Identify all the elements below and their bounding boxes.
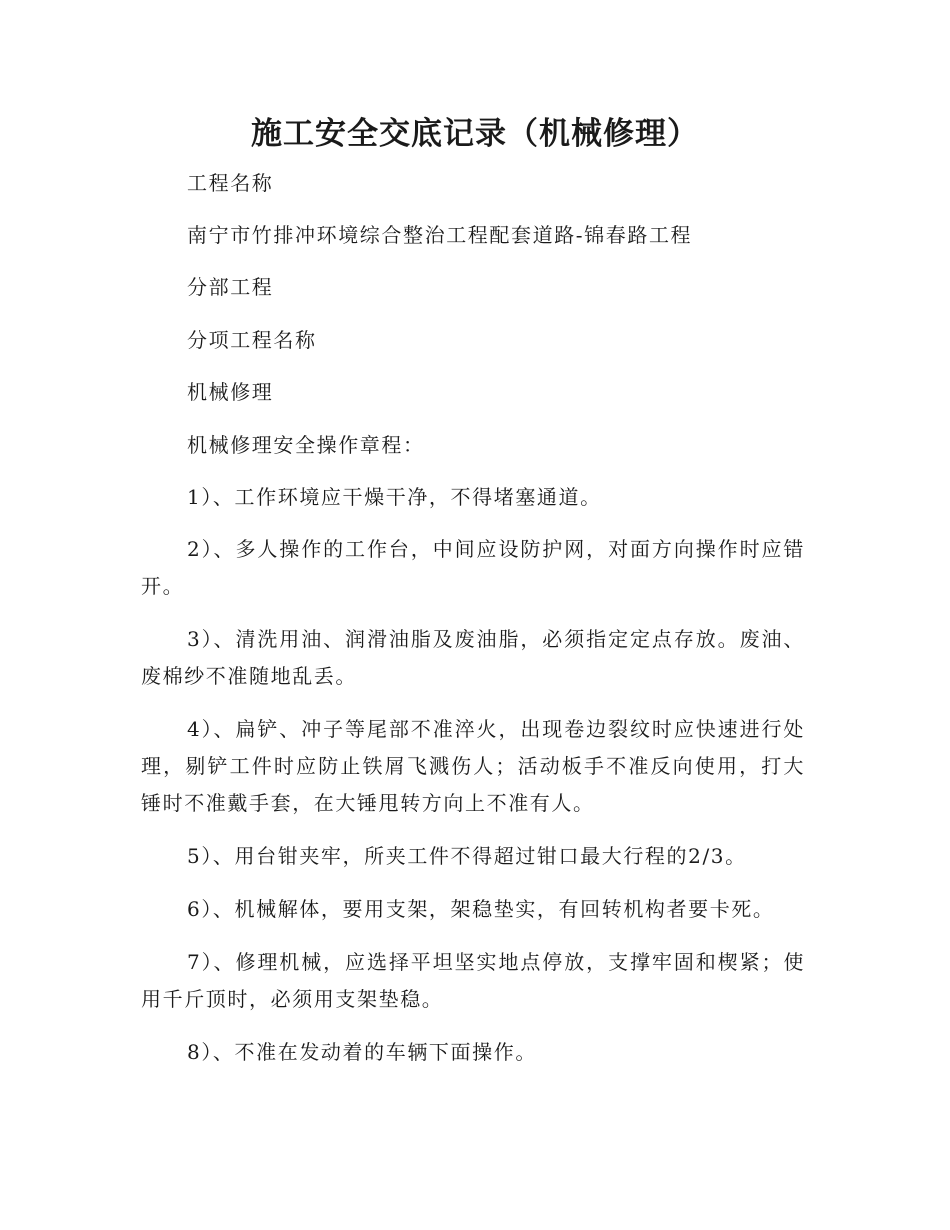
rule-item: 3）、清洗用油、润滑油脂及废油脂，必须指定定点存放。废油、废棉纱不准随地乱丢。	[141, 627, 805, 688]
rule-item: 5）、用台钳夹牢，所夹工件不得超过钳口最大行程的2/3。	[187, 844, 747, 868]
field-item-project-value: 机械修理	[187, 380, 274, 404]
rule-item: 6）、机械解体，要用支架，架稳垫实，有回转机构者要卡死。	[187, 897, 775, 921]
field-item-project-label: 分项工程名称	[187, 328, 317, 352]
rules-heading: 机械修理安全操作章程：	[187, 433, 425, 457]
rule-item: 4）、扁铲、冲子等尾部不准淬火，出现卷边裂纹时应快速进行处理，剔铲工件时应防止铁屑飞溅伤人；活动板手不准反向使用，打大锤时不准戴手套，在大锤甩转方向上不准有人。	[141, 717, 805, 815]
field-sub-project-label: 分部工程	[187, 275, 274, 299]
rule-item: 8）、不准在发动着的车辆下面操作。	[187, 1040, 537, 1064]
rule-item: 1）、工作环境应干燥干净，不得堵塞通道。	[187, 485, 602, 509]
field-project-name-label: 工程名称	[187, 171, 274, 195]
rule-item: 7）、修理机械，应选择平坦坚实地点停放，支撑牢固和楔紧；使用千斤顶时，必须用支架垫稳。	[141, 950, 805, 1011]
field-project-name-value: 南宁市竹排冲环境综合整治工程配套道路-锦春路工程	[187, 223, 693, 247]
rule-item: 2）、多人操作的工作台，中间应设防护网，对面方向操作时应错开。	[141, 537, 805, 598]
document-title: 施工安全交底记录（机械修理）	[251, 116, 699, 152]
